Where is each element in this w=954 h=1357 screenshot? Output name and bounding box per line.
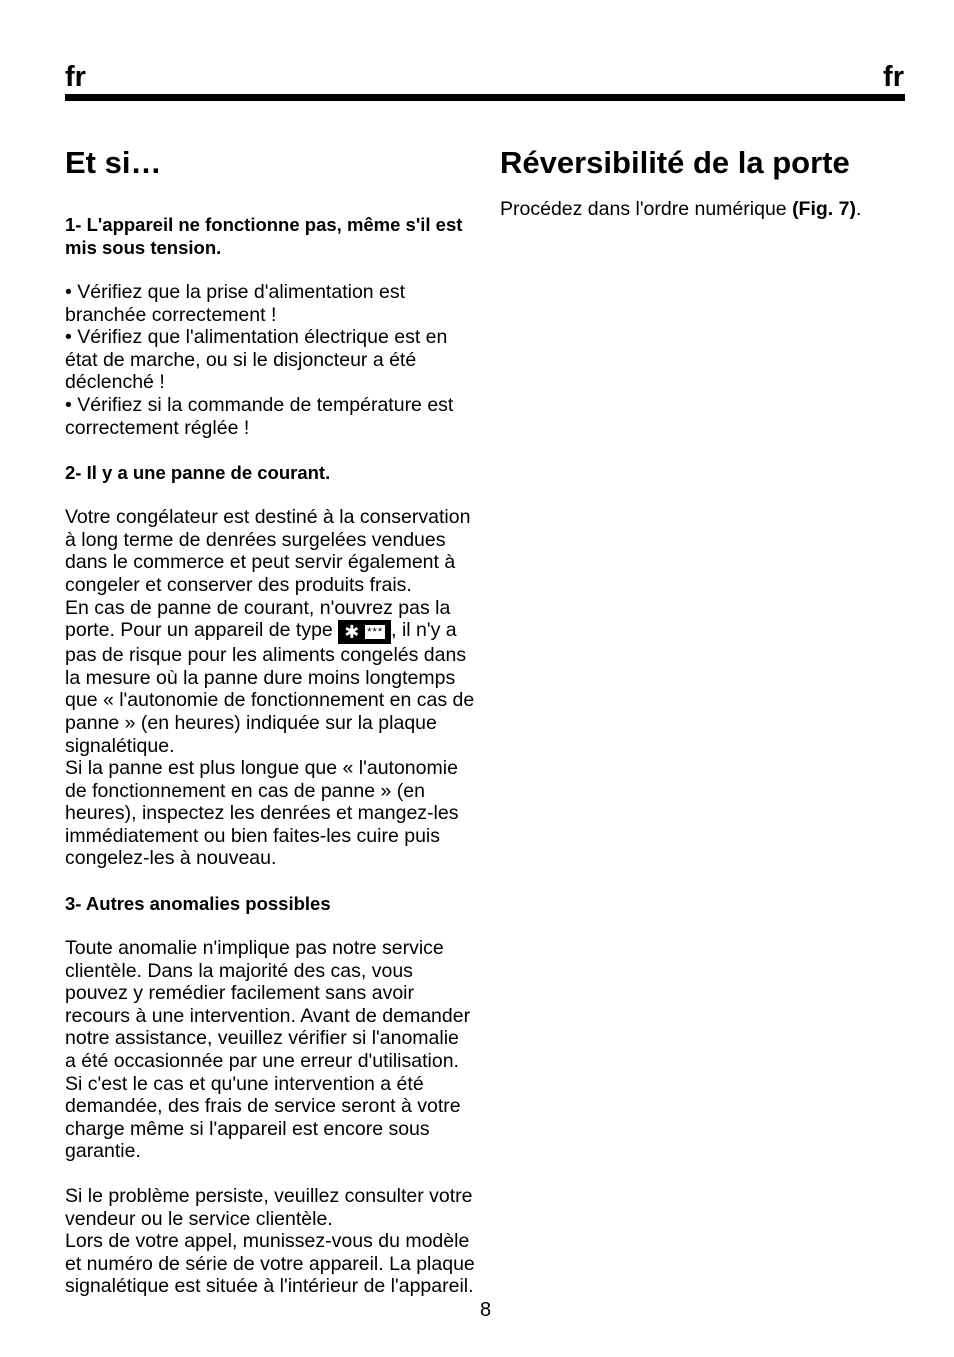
door-reversibility-title: Réversibilité de la porte (500, 145, 850, 180)
section-1-bullet: • Vérifiez que l'alimentation électrique est en état de marche, ou si le disjoncteur a été déclenché ! (65, 326, 448, 394)
section-1-bullet: • Vérifiez que la prise d'alimentation est branchée correctement ! (65, 281, 406, 326)
header-rule (65, 94, 905, 101)
troubleshooting-column (65, 142, 475, 1298)
language-marker-right: fr (883, 61, 904, 93)
door-reversibility-instruction (500, 198, 920, 221)
troubleshooting-title: Et si… (65, 145, 162, 180)
page-number: 8 (480, 1299, 492, 1321)
freezer-stars-box: *** (364, 624, 386, 640)
section-3-paragraph: Lors de votre appel, munissez-vous du modèle et numéro de série de votre appareil. La plaque signalétique est située à l'intérieur de l'appareil. (65, 1230, 475, 1298)
section-2-heading: 2- Il y a une panne de courant. (65, 462, 331, 484)
section-3-paragraph: Toute anomalie n'implique pas notre service clientèle. Dans la majorité des cas, vous pouvez y remédier facilement sans avoir recours à une intervention. Avant de demander notre assistance, veuillez vérifier si l'anomalie a été occasionnée par une erreur d'utilisation. Si c'est le cas et qu'une intervention a été demandée, des frais de service seront à votre charge même si l'appareil est encore sous garantie. (65, 937, 471, 1163)
section-1-bullet: • Vérifiez si la commande de température est correctement réglée ! (65, 393, 454, 439)
freezer-star-rating-icon (338, 620, 391, 644)
instruction-text: Procédez dans l'ordre numérique (500, 198, 793, 220)
section-2-paragraph: Si la panne est plus longue que « l'autonomie de fonctionnement en cas de panne » (en heures), inspectez les denrées et mangez-les immédiatement ou bien faites-les cuire puis congelez-les à nouveau. (65, 757, 459, 870)
section-2-body (65, 506, 475, 870)
section-2-text-before-icon: En cas de panne de courant, n'ouvrez pas la porte. Pour un appareil de type (65, 596, 451, 642)
section-1-heading: 1- L'appareil ne fonctionne pas, même s'il est mis sous tension. (65, 214, 463, 258)
section-1-checklist (65, 281, 475, 439)
language-marker-left: fr (65, 61, 86, 93)
instruction-end: . (855, 198, 862, 220)
section-2-paragraph: Votre congélateur est destiné à la conservation à long terme de denrées surgelées vendues dans le commerce et peut servir également à congeler et conserver des produits frais. (65, 506, 471, 596)
freezer-star-glyph: ✱ (344, 622, 360, 643)
figure-reference: (Fig. 7) (792, 198, 856, 220)
section-3-heading: 3- Autres anomalies possibles (65, 893, 331, 915)
section-2-paragraph-with-icon (65, 597, 475, 758)
section-2-text-after-icon: , il n'y a pas de risque pour les aliments congelés dans la mesure où la panne dure moins longtemps que « l'autonomie de fonctionnement en cas de panne » (en heures) indiquée sur la plaque signalétique. (65, 619, 475, 757)
section-3-paragraph: Si le problème persiste, veuillez consulter votre vendeur ou le service clientèle. (65, 1185, 473, 1230)
section-3-body (65, 937, 475, 1298)
door-reversibility-column (500, 142, 920, 221)
